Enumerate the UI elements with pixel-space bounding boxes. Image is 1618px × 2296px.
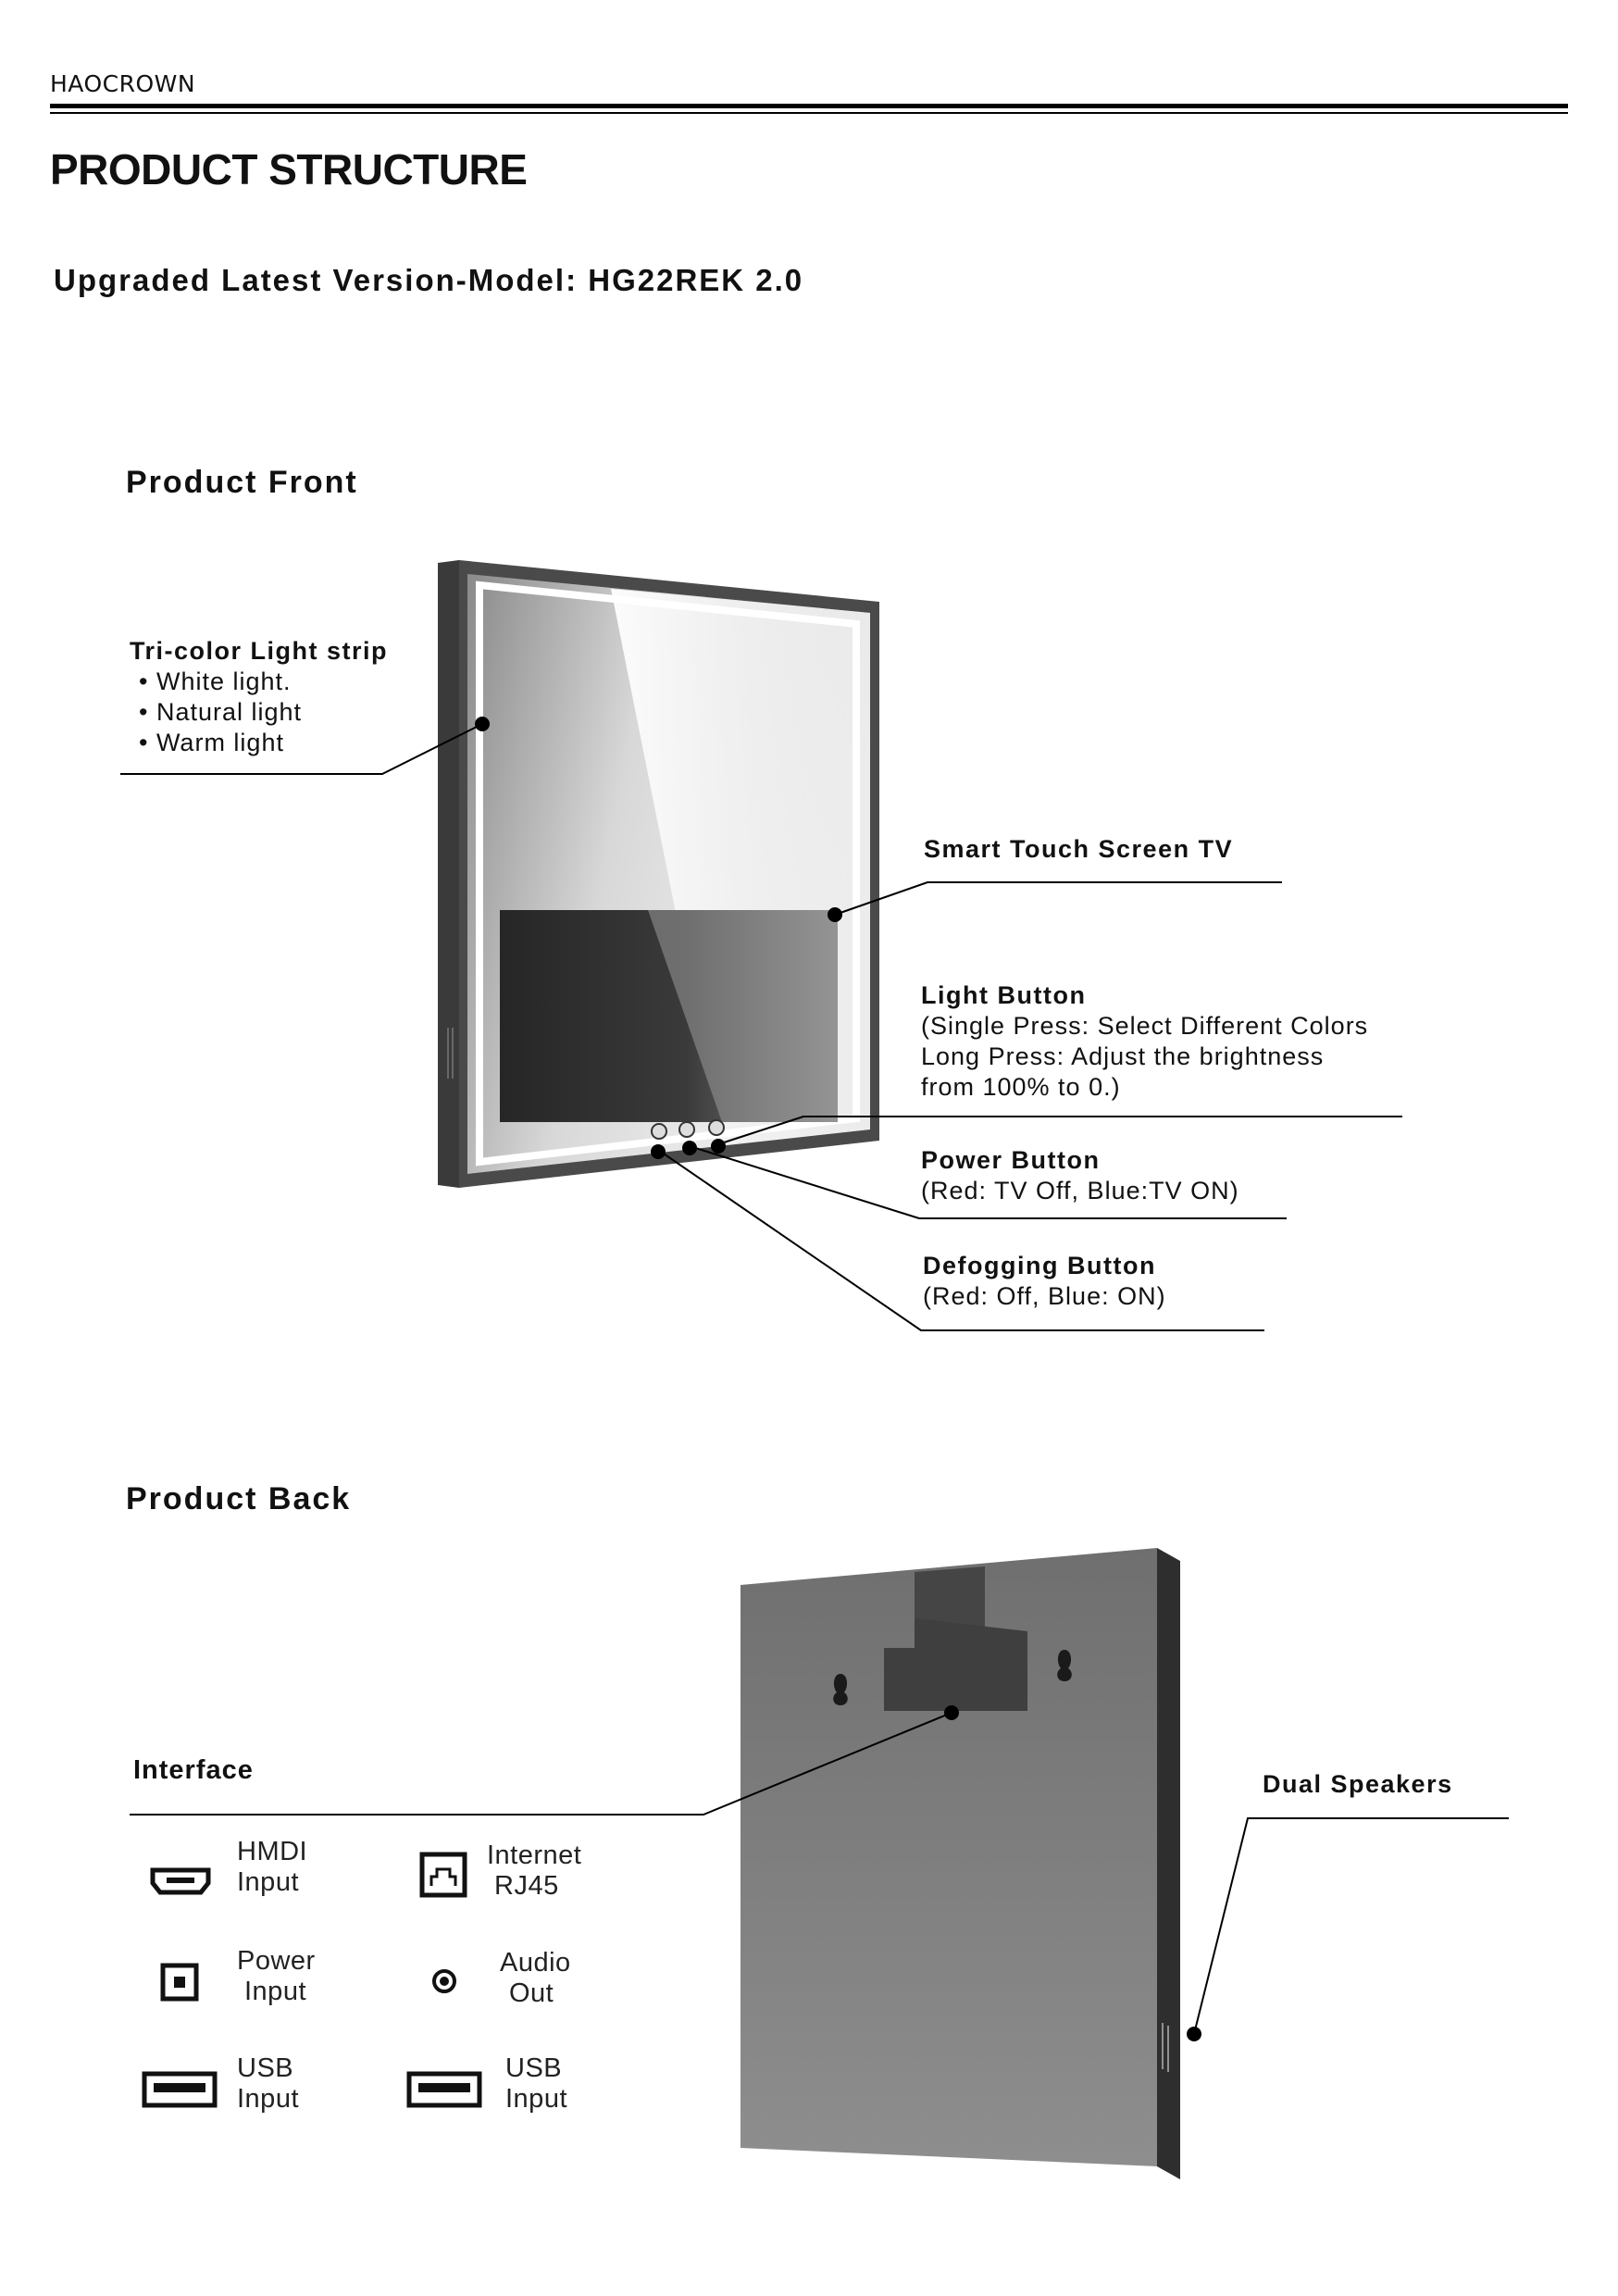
port-label-usb [237,2053,299,2115]
light-button-detail: Long Press: Adjust the brightness [921,1042,1325,1070]
hdmi-icon [153,1870,208,1892]
hanging-hole-icon [1057,1650,1072,1681]
defog-button-title: Defogging Button [923,1252,1156,1279]
model-subtitle: Upgraded Latest Version-Model: HG22REK 2.0 [54,263,804,297]
port-label-line: Out [509,1978,554,2008]
port-label-line: RJ45 [494,1871,559,1901]
callout-dot [711,1139,726,1154]
page-title: PRODUCT STRUCTURE [50,145,528,193]
light-strip-label [130,635,388,758]
rj45-icon [422,1854,465,1895]
light-strip-item: • Warm light [139,729,284,756]
usb-icon [409,2074,479,2105]
port-label-power [237,1946,316,2007]
callout-dot [475,717,490,731]
light-strip-title: Tri-color Light strip [130,637,388,665]
port-label-usb [505,2053,567,2115]
port-label-hdmi [237,1837,307,1898]
mirror-side-edge [438,560,459,1188]
callout-dot [682,1141,697,1155]
usb-icon [144,2074,215,2105]
brand-name: HAOCROWN [50,70,196,97]
port-label-line: HMDI [237,1837,308,1866]
back-side-edge [1157,1548,1180,2179]
port-label-audio [500,1948,571,2009]
port-label-line: Input [237,2084,299,2114]
audio-out-icon [434,1971,454,1991]
section-heading-front: Product Front [126,465,358,500]
section-heading-back: Product Back [126,1481,352,1516]
light-strip-item: • Natural light [139,698,303,726]
port-label-line: USB [505,2053,563,2083]
light-button-title: Light Button [921,981,1087,1009]
power-button-icon[interactable] [679,1122,694,1137]
port-label-line: Input [244,1977,306,2006]
port-label-line: USB [237,2053,294,2083]
callout-dot [651,1144,666,1159]
light-button-detail: (Single Press: Select Different Colors [921,1012,1369,1040]
port-label-line: Audio [500,1948,571,1978]
port-label-line: Internet [487,1841,582,1870]
light-button-icon[interactable] [709,1120,724,1135]
port-label-rj45 [487,1841,581,1902]
defog-button-icon[interactable] [652,1124,666,1139]
smart-screen-label: Smart Touch Screen TV [924,835,1234,863]
hanging-hole-icon [833,1674,848,1705]
light-button-detail: from 100% to 0.) [921,1073,1121,1101]
mirror-back [741,1548,1180,2179]
port-label-line: Power [237,1946,316,1976]
light-button-label [921,980,1368,1103]
port-label-line: Input [237,1867,299,1897]
defog-button-label [923,1250,1166,1312]
callout-dot [828,907,842,922]
light-strip-item: • White light. [139,668,292,695]
power-button-detail: (Red: TV Off, Blue:TV ON) [921,1177,1239,1204]
power-button-title: Power Button [921,1146,1101,1174]
defog-button-detail: (Red: Off, Blue: ON) [923,1282,1166,1310]
dual-speakers-label: Dual Speakers [1263,1770,1453,1798]
power-port-icon [163,1965,196,1999]
port-label-line: Input [505,2084,567,2114]
mirror-front [438,560,879,1188]
interface-heading: Interface [133,1755,254,1785]
power-button-label [921,1144,1239,1206]
